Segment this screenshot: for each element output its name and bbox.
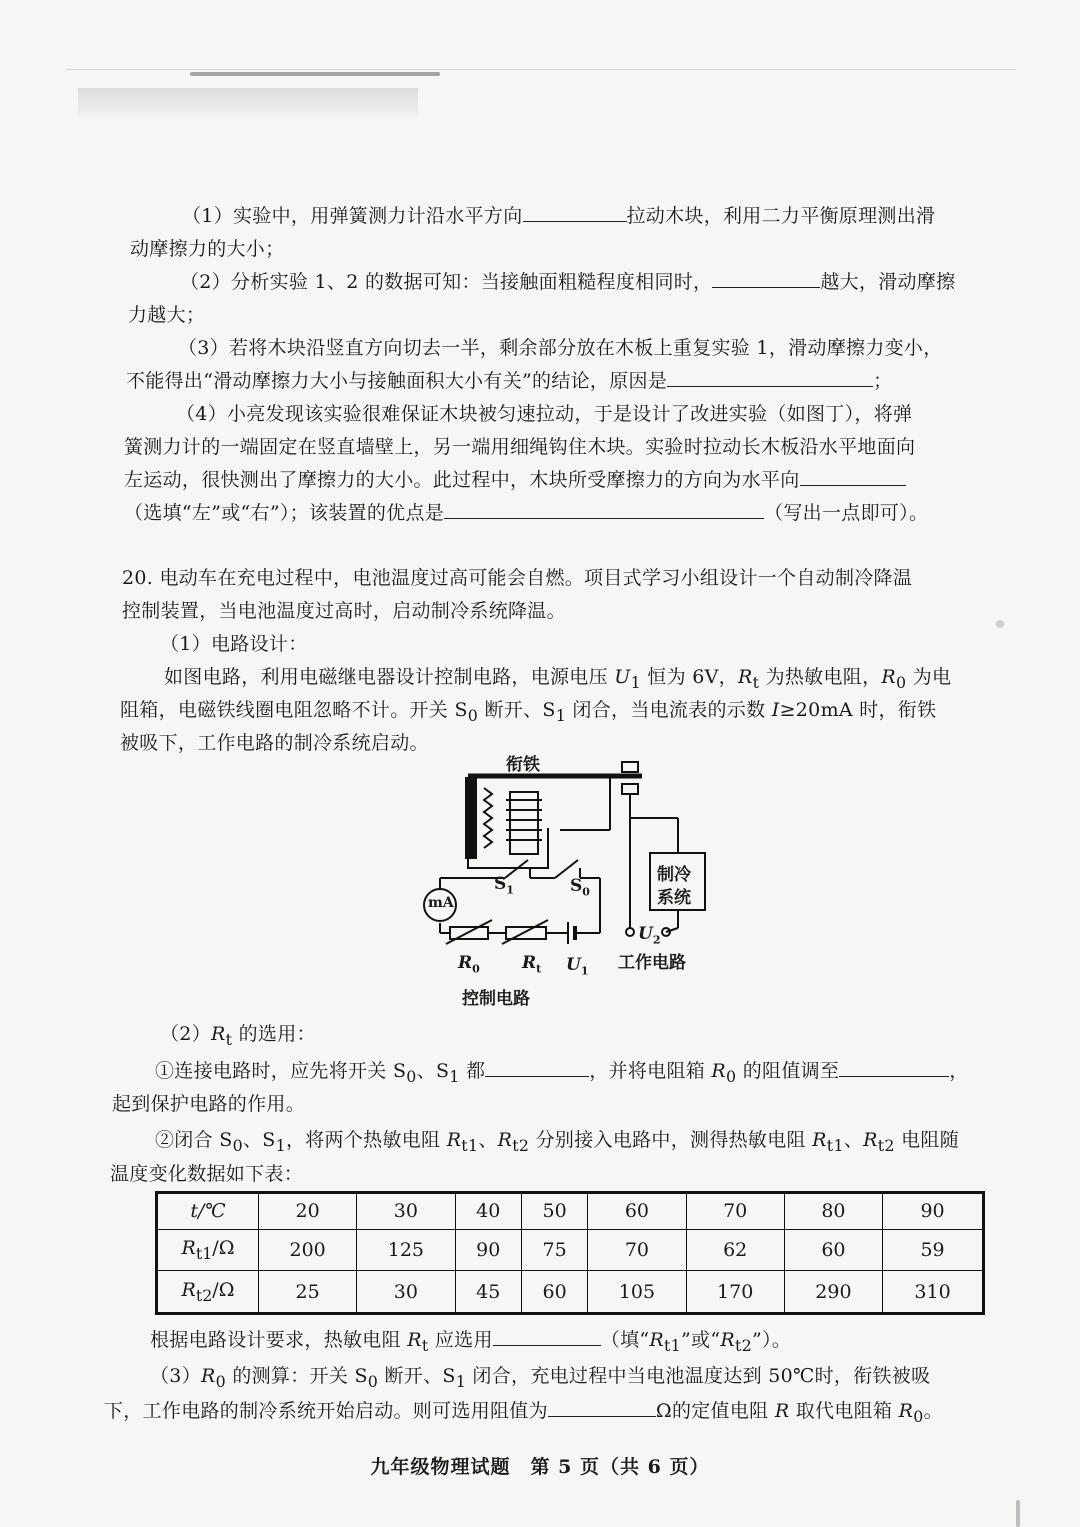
label-cooling-line2: 系统 (657, 888, 691, 908)
label-u1: $U_1$ (566, 955, 589, 978)
label-u2: $U_2$ (638, 924, 661, 947)
q20-c1-blank-switch[interactable] (485, 1056, 589, 1077)
thermistor-data-table (155, 1191, 985, 1315)
q19-part1-line1: （1）实验中，用弹簧测力计沿水平方向 拉动木块，利用二力平衡原理测出滑 (130, 200, 935, 233)
page-top-edge (66, 69, 1016, 70)
table-row-rt2 (157, 1271, 984, 1314)
label-ammeter: mA (428, 895, 454, 911)
label-s1: $S_1$ (494, 874, 514, 897)
q19-part4-line1: （4）小亮发现该实验很难保证木块被匀速拉动，于是设计了改进实验（如图丁），将弹 (176, 403, 913, 425)
scan-smudge (190, 72, 440, 76)
q20-section3-line1: $(3)R_0$ 的测算：开关 $S_0$ 断开、$S_1$ 闭合，充电过程中当电池温度达到 50℃时，衔铁被吸 (150, 1365, 931, 1391)
table-cell: 200 (259, 1229, 357, 1270)
q20-section1-title: （1）电路设计： (160, 633, 308, 655)
q19-4-blank-direction[interactable] (800, 465, 906, 486)
table-cell: 60 (784, 1229, 882, 1270)
q20-desc-line3: 被吸下，工作电路的制冷系统启动。 (120, 732, 429, 754)
table-cell: 45 (455, 1271, 521, 1314)
q20-selection-blank[interactable] (493, 1325, 601, 1346)
q20-section2-title: $(2)R_t$ 的选用： (160, 1023, 316, 1049)
page-footer: 九年级物理试题 第 5 页（共 6 页） (370, 1456, 710, 1478)
q20-section3-line2: 下，工作电路的制冷系统开始启动。则可选用阻值为 Ω的定值电阻 R 取代电阻箱 $R_0$。 (104, 1395, 943, 1433)
q20-section3-blank[interactable] (548, 1396, 656, 1417)
q19-part3-line2: 不能得出“滑动摩擦力大小与接触面积大小有关”的结论，原因是 ； (126, 365, 892, 398)
table-cell: 62 (686, 1229, 784, 1270)
table-cell: 90 (883, 1193, 984, 1230)
table-header-temperature: t/℃ (157, 1193, 259, 1230)
table-cell: 30 (357, 1271, 455, 1314)
table-cell: 60 (521, 1271, 587, 1314)
q20-desc-line1: 如图电路，利用电磁继电器设计控制电路，电源电压 $U_1$ 恒为 6V，$R_t$ 为热敏电阻，$R_0$ 为电 (164, 666, 952, 692)
table-cell: 90 (455, 1229, 521, 1270)
table-cell: 50 (521, 1193, 587, 1230)
q19-4-blank-advantage[interactable] (444, 498, 764, 519)
q20-selection-line: 根据电路设计要求，热敏电阻 $R_t$ 应选用 （填“$R_{t1}$”或“$R_{t2}$”）。 (150, 1324, 791, 1362)
scan-shadow (78, 88, 418, 122)
table-cell: 75 (521, 1229, 587, 1270)
table-row-temperature (157, 1193, 984, 1230)
label-s0: $S_0$ (570, 876, 590, 899)
q19-part2-line2: 力越大； (128, 304, 206, 326)
circuit-diagram (410, 748, 720, 1010)
q19-part4-line3: 左运动，很快测出了摩擦力的大小。此过程中，木块所受摩擦力的方向为水平向 (124, 464, 906, 497)
scan-dot (996, 620, 1004, 628)
q20-desc-line2: 阻箱，电磁铁线圈电阻忽略不计。开关 $S_0$ 断开、$S_1$ 闭合，当电流表的示数 I≥20mA 时，衔铁 (120, 699, 937, 725)
q19-2-blank[interactable] (712, 267, 820, 288)
q19-1-blank[interactable] (523, 201, 627, 222)
label-control-circuit: 控制电路 (462, 989, 530, 1009)
q20-c1-blank-resistance[interactable] (839, 1056, 949, 1077)
table-cell: 25 (259, 1271, 357, 1314)
table-cell: 40 (455, 1193, 521, 1230)
q19-part3-line1: （3）若将木块沿竖直方向切去一半，剩余部分放在木板上重复实验 1，滑动摩擦力变小， (178, 337, 943, 359)
q20-c2-line2: 温度变化数据如下表： (110, 1163, 304, 1185)
q20-c1-line2: 起到保护电路的作用。 (112, 1093, 306, 1115)
q20-c1-line1: ①连接电路时，应先将开关 $S_0$、$S_1$ 都 ，并将电阻箱 $R_0$ 的阻值调至 ， (155, 1055, 969, 1093)
label-armature: 衔铁 (506, 755, 540, 775)
table-cell: 70 (686, 1193, 784, 1230)
table-cell: 59 (883, 1229, 984, 1270)
table-cell: 60 (588, 1193, 686, 1230)
q19-part1-line2: 动摩擦力的大小； (130, 238, 285, 260)
label-work-circuit: 工作电路 (618, 953, 686, 973)
table-cell: 125 (357, 1229, 455, 1270)
table-cell: 290 (784, 1271, 882, 1314)
table-header-rt1: $R_{t1}/\Omega$ (157, 1229, 259, 1270)
q19-3-blank[interactable] (667, 366, 873, 387)
q20-intro-line2: 控制装置，当电池温度过高时，启动制冷系统降温。 (122, 600, 566, 622)
table-cell: 310 (883, 1271, 984, 1314)
label-cooling-line1: 制冷 (657, 865, 691, 885)
label-r0: $R_0$ (458, 953, 480, 976)
table-cell: 20 (259, 1193, 357, 1230)
table-cell: 105 (588, 1271, 686, 1314)
table-header-rt2: $R_{t2}/\Omega$ (157, 1271, 259, 1314)
table-cell: 80 (784, 1193, 882, 1230)
q19-part4-line2: 簧测力计的一端固定在竖直墙壁上，另一端用细绳钩住木块。实验时拉动长木板沿水平地面向 (124, 436, 916, 458)
table-row-rt1 (157, 1229, 984, 1270)
table-cell: 170 (686, 1271, 784, 1314)
q19-part4-line4: （选填“左”或“右”）；该装置的优点是 （写出一点即可）。 (124, 497, 928, 530)
q20-intro-line1: 20. 电动车在充电过程中，电池温度过高可能会自燃。项目式学习小组设计一个自动制冷降温 (122, 567, 913, 589)
q20-c2-line1: ②闭合 $S_0$、$S_1$，将两个热敏电阻 $R_{t1}$、$R_{t2}$ 分别接入电路中，测得热敏电阻 $R_{t1}$、$R_{t2}$ 电阻随 (155, 1129, 960, 1155)
table-cell: 70 (588, 1229, 686, 1270)
label-rt: $R_t$ (522, 953, 542, 976)
table-cell: 30 (357, 1193, 455, 1230)
q19-part2-line1: （2）分析实验 1、2 的数据可知：当接触面粗糙程度相同时， 越大，滑动摩擦 (128, 266, 955, 299)
scrollbar-thumb[interactable] (1016, 1500, 1020, 1527)
